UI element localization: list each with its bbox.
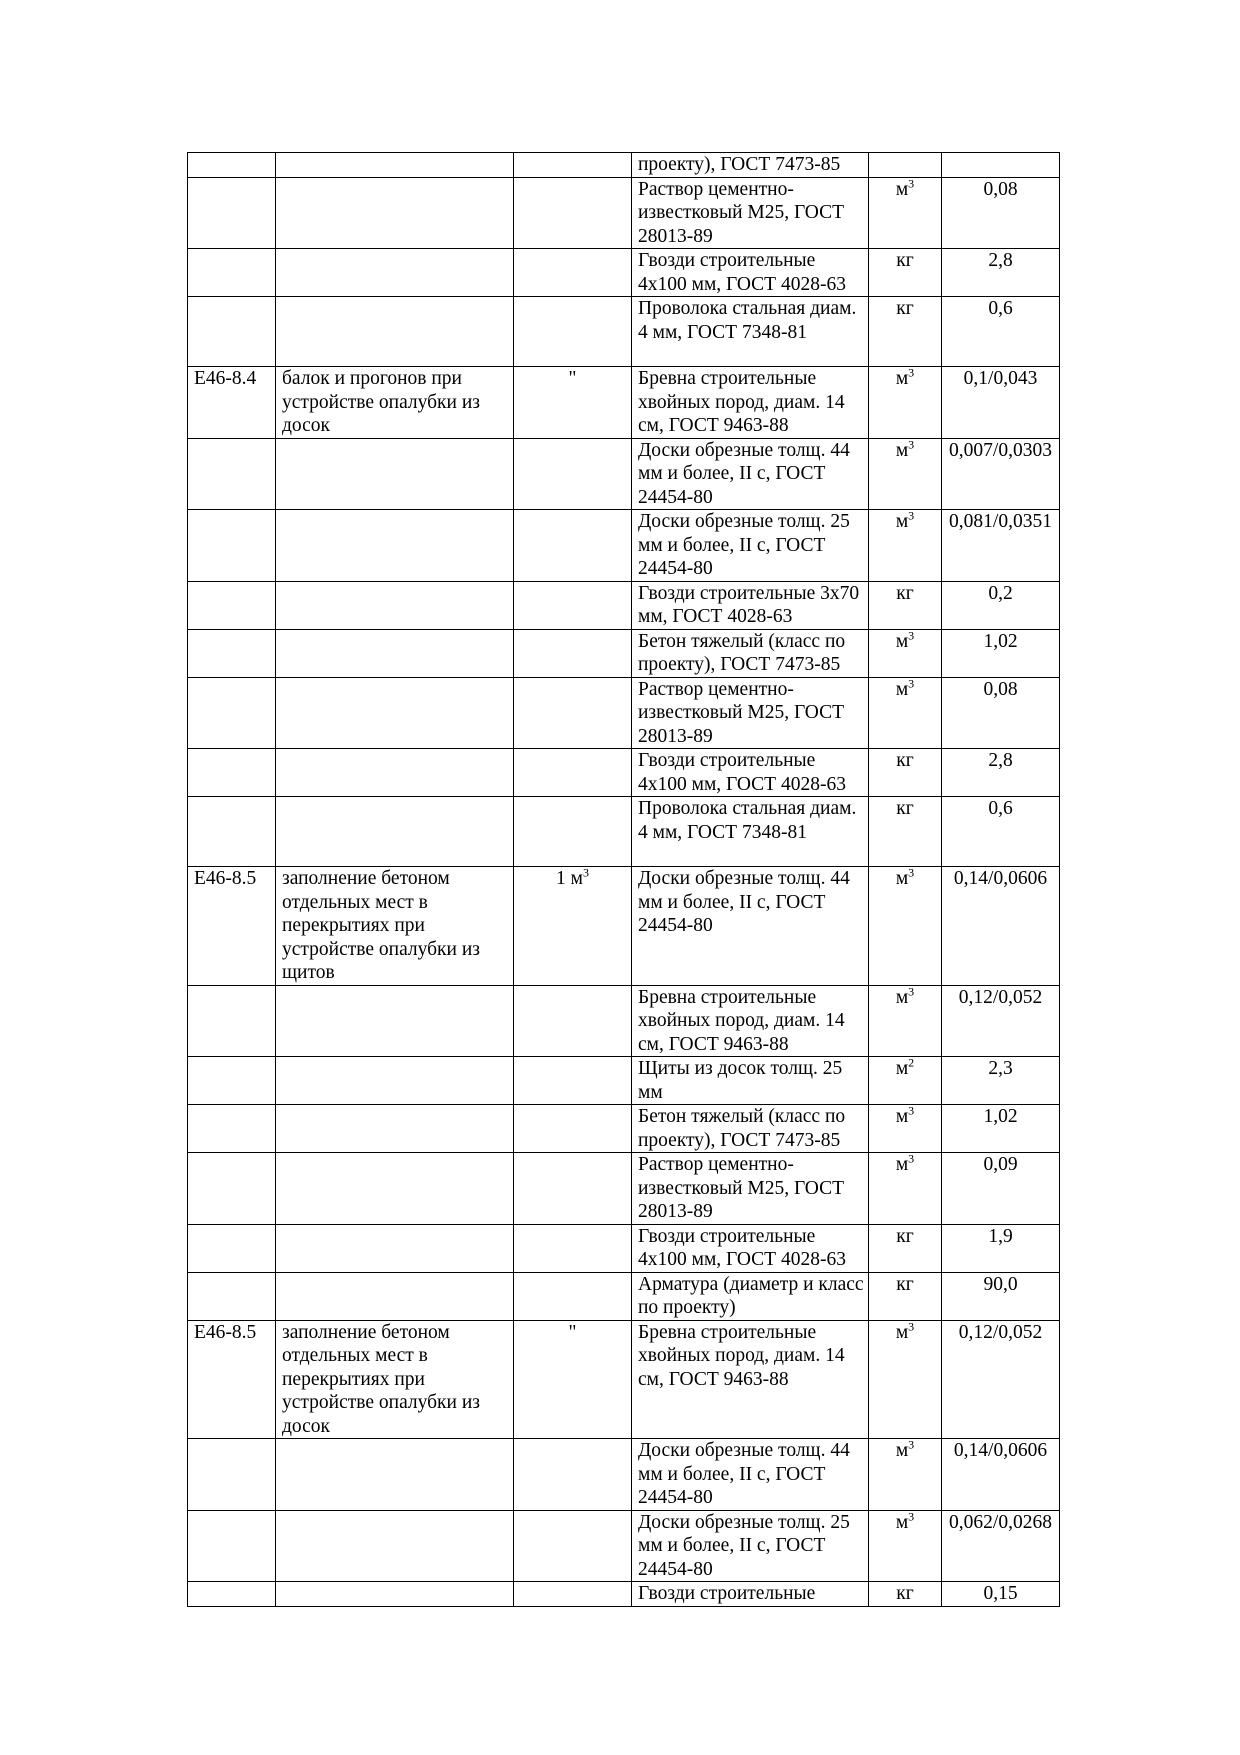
quantity-cell: 0,6 [942,797,1060,867]
unit-cell [514,438,632,510]
quantity-cell: 1,9 [942,1224,1060,1272]
material-cell: Бревна строительные хвойных пород, диам. 14 см, ГОСТ 9463-88 [632,1320,869,1439]
work-description-cell [276,1153,514,1225]
quantity-cell: 0,007/0,0303 [942,438,1060,510]
quantity-cell: 0,08 [942,677,1060,749]
material-unit-cell: $м^3$ [869,867,942,986]
quantity-cell: 0,08 [942,177,1060,249]
table-row [188,797,1060,867]
material-unit-cell: кг [869,581,942,629]
quantity-cell: 0,6 [942,297,1060,367]
work-description-cell [276,438,514,510]
table-row [188,438,1060,510]
material-unit-cell: $м^2$ [869,1057,942,1105]
work-description-cell [276,1224,514,1272]
material-cell: Арматура (диаметр и класс по проекту) [632,1272,869,1320]
code-cell [188,249,276,297]
table-row [188,1439,1060,1511]
material-unit-cell [869,153,942,178]
code-cell [188,749,276,797]
quantity-cell: 1,02 [942,629,1060,677]
material-unit-cell: кг [869,1224,942,1272]
quantity-cell: 2,8 [942,249,1060,297]
unit-cell: 1 $м^3$ [514,867,632,986]
work-description-cell [276,1510,514,1582]
code-cell [188,510,276,582]
quantity-cell: 1,02 [942,1105,1060,1153]
quantity-cell: 0,2 [942,581,1060,629]
work-description-cell [276,985,514,1057]
material-unit-cell: $м^3$ [869,1320,942,1439]
norms-table [187,152,1060,1607]
material-unit-cell: $м^3$ [869,1439,942,1511]
material-unit-cell: $м^3$ [869,438,942,510]
unit-cell: " [514,367,632,439]
table-row [188,1582,1060,1607]
table-row [188,1057,1060,1105]
unit-cell [514,677,632,749]
code-cell [188,1057,276,1105]
unit-cell [514,1510,632,1582]
quantity-cell: 2,8 [942,749,1060,797]
code-cell [188,581,276,629]
material-cell: Бетон тяжелый (класс по проекту), ГОСТ 7473-85 [632,1105,869,1153]
unit-cell [514,1272,632,1320]
unit-cell [514,177,632,249]
material-cell: Бревна строительные хвойных пород, диам. 14 см, ГОСТ 9463-88 [632,985,869,1057]
unit-cell [514,1439,632,1511]
unit-cell [514,153,632,178]
quantity-cell: 2,3 [942,1057,1060,1105]
material-cell: Проволока стальная диам. 4 мм, ГОСТ 7348-81 [632,297,869,367]
quantity-cell: 0,15 [942,1582,1060,1607]
material-unit-cell: $м^3$ [869,1153,942,1225]
quantity-cell: 0,062/0,0268 [942,1510,1060,1582]
quantity-cell: 0,12/0,052 [942,985,1060,1057]
table-body [188,153,1060,1607]
work-description-cell [276,629,514,677]
material-cell: Гвозди строительные 4х100 мм, ГОСТ 4028-63 [632,749,869,797]
code-cell [188,629,276,677]
material-unit-cell: $м^3$ [869,1105,942,1153]
work-description-cell [276,749,514,797]
material-cell: Доски обрезные толщ. 44 мм и более, II с, ГОСТ 24454-80 [632,867,869,986]
material-cell: Доски обрезные толщ. 25 мм и более, II с, ГОСТ 24454-80 [632,510,869,582]
code-cell [188,1439,276,1511]
unit-cell [514,797,632,867]
material-cell: Гвозди строительные 4х100 мм, ГОСТ 4028-63 [632,249,869,297]
code-cell [188,177,276,249]
code-cell [188,297,276,367]
material-unit-cell: кг [869,1272,942,1320]
material-cell: Бетон тяжелый (класс по проекту), ГОСТ 7473-85 [632,629,869,677]
material-cell: Доски обрезные толщ. 44 мм и более, II с, ГОСТ 24454-80 [632,1439,869,1511]
material-unit-cell: $м^3$ [869,985,942,1057]
material-cell: Щиты из досок толщ. 25 мм [632,1057,869,1105]
work-description-cell [276,1439,514,1511]
table-row [188,629,1060,677]
material-cell: проекту), ГОСТ 7473-85 [632,153,869,178]
code-cell [188,153,276,178]
code-cell: Е46-8.4 [188,367,276,439]
code-cell [188,1582,276,1607]
work-description-cell [276,581,514,629]
unit-cell [514,1224,632,1272]
table-row [188,1320,1060,1439]
table-row [188,249,1060,297]
work-description-cell [276,249,514,297]
table-row [188,153,1060,178]
material-unit-cell: кг [869,249,942,297]
code-cell: Е46-8.5 [188,867,276,986]
quantity-cell: 0,09 [942,1153,1060,1225]
code-cell [188,1510,276,1582]
table-row [188,367,1060,439]
unit-cell [514,1105,632,1153]
code-cell [188,797,276,867]
material-cell: Раствор цементно-известковый М25, ГОСТ 28013-89 [632,677,869,749]
quantity-cell: 0,14/0,0606 [942,1439,1060,1511]
work-description-cell [276,797,514,867]
unit-cell [514,581,632,629]
quantity-cell: 0,1/0,043 [942,367,1060,439]
material-cell: Проволока стальная диам. 4 мм, ГОСТ 7348-81 [632,797,869,867]
unit-cell: " [514,1320,632,1439]
material-unit-cell: $м^3$ [869,1510,942,1582]
code-cell [188,677,276,749]
quantity-cell: 90,0 [942,1272,1060,1320]
work-description-cell: балок и прогонов при устройстве опалубки из досок [276,367,514,439]
material-cell: Гвозди строительные 4х100 мм, ГОСТ 4028-63 [632,1224,869,1272]
work-description-cell: заполнение бетоном отдельных мест в перекрытиях при устройстве опалубки из щитов [276,867,514,986]
material-unit-cell: $м^3$ [869,510,942,582]
material-cell: Доски обрезные толщ. 25 мм и более, II с, ГОСТ 24454-80 [632,1510,869,1582]
code-cell [188,985,276,1057]
unit-cell [514,1057,632,1105]
table-row [188,1272,1060,1320]
unit-cell [514,1153,632,1225]
material-cell: Раствор цементно-известковый М25, ГОСТ 28013-89 [632,177,869,249]
code-cell [188,438,276,510]
table-row [188,510,1060,582]
quantity-cell [942,153,1060,178]
unit-cell [514,510,632,582]
unit-cell [514,749,632,797]
code-cell: Е46-8.5 [188,1320,276,1439]
work-description-cell [276,1272,514,1320]
work-description-cell [276,1105,514,1153]
code-cell [188,1153,276,1225]
table-row [188,1224,1060,1272]
quantity-cell: 0,081/0,0351 [942,510,1060,582]
work-description-cell [276,510,514,582]
table-row [188,1153,1060,1225]
table-row [188,177,1060,249]
unit-cell [514,985,632,1057]
work-description-cell [276,1057,514,1105]
table-row [188,985,1060,1057]
work-description-cell [276,177,514,249]
material-unit-cell: $м^3$ [869,677,942,749]
table-row [188,297,1060,367]
material-cell: Гвозди строительные [632,1582,869,1607]
material-cell: Раствор цементно-известковый М25, ГОСТ 28013-89 [632,1153,869,1225]
material-unit-cell: кг [869,297,942,367]
material-unit-cell: $м^3$ [869,177,942,249]
work-description-cell [276,153,514,178]
material-unit-cell: кг [869,1582,942,1607]
work-description-cell [276,1582,514,1607]
unit-cell [514,1582,632,1607]
work-description-cell: заполнение бетоном отдельных мест в перекрытиях при устройстве опалубки из досок [276,1320,514,1439]
table-row [188,677,1060,749]
material-cell: Бревна строительные хвойных пород, диам. 14 см, ГОСТ 9463-88 [632,367,869,439]
material-cell: Гвозди строительные 3х70 мм, ГОСТ 4028-63 [632,581,869,629]
material-unit-cell: кг [869,797,942,867]
work-description-cell [276,297,514,367]
quantity-cell: 0,14/0,0606 [942,867,1060,986]
quantity-cell: 0,12/0,052 [942,1320,1060,1439]
material-unit-cell: кг [869,749,942,797]
work-description-cell [276,677,514,749]
material-cell: Доски обрезные толщ. 44 мм и более, II с, ГОСТ 24454-80 [632,438,869,510]
table-row [188,1105,1060,1153]
table-row [188,867,1060,986]
code-cell [188,1105,276,1153]
table-row [188,749,1060,797]
material-unit-cell: $м^3$ [869,367,942,439]
code-cell [188,1224,276,1272]
table-row [188,1510,1060,1582]
code-cell [188,1272,276,1320]
material-unit-cell: $м^3$ [869,629,942,677]
unit-cell [514,297,632,367]
unit-cell [514,249,632,297]
unit-cell [514,629,632,677]
table-row [188,581,1060,629]
